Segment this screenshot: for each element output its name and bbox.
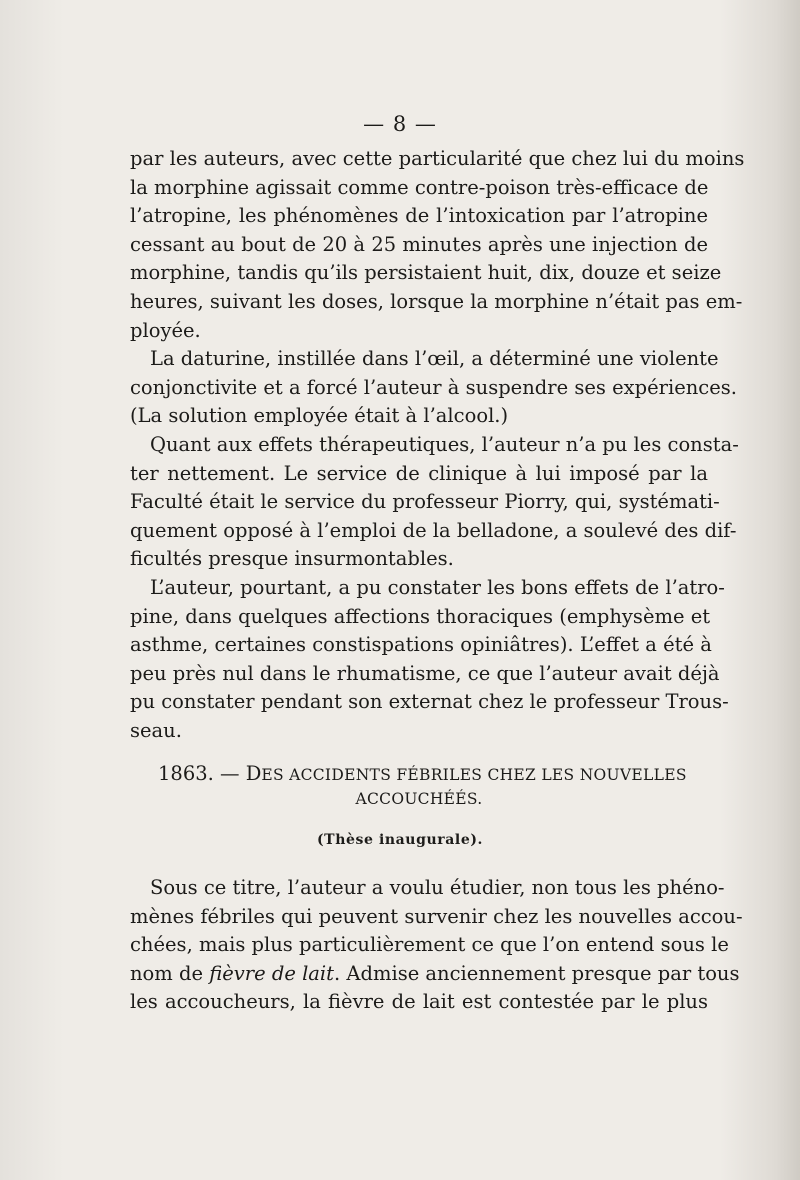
heading-line-1	[130, 762, 708, 790]
heading-year: 1863. — D	[158, 762, 262, 785]
text-line	[130, 960, 740, 989]
body-text-top	[130, 145, 745, 745]
text-line: mènes fébriles qui peuvent survenir chez les nouvelles accou-	[130, 904, 743, 928]
text-fragment: nom de	[130, 961, 210, 985]
heading-line-2: ACCOUCHÉÉS.	[355, 790, 483, 808]
text-line: peu près nul dans le rhumatisme, ce que l’auteur avait déjà	[130, 661, 720, 685]
text-line: par les auteurs, avec cette particularité que chez lui du moins	[130, 147, 745, 170]
text-line: Faculté était le service du professeur Piorry, qui, systémati-	[130, 490, 720, 514]
text-line: la morphine agissait comme contre-poison très-efficace de	[130, 175, 709, 199]
text-line: cessant au bout de 20 à 25 minutes après une injection de	[130, 232, 708, 256]
italic-term: fièvre de lait	[209, 961, 334, 985]
text-line: pine, dans quelques affections thoraciques (emphysème et	[130, 604, 711, 628]
text-line: conjonctivite et a forcé l’auteur à suspendre ses expériences.	[130, 375, 737, 399]
text-line: ter nettement. Le service de clinique à lui imposé par la	[130, 461, 708, 485]
text-line: chées, mais plus particulièrement ce que l’on entend sous le	[130, 933, 729, 957]
text-line: asthme, certaines constispations opiniâtres). L’effet a été à	[130, 633, 712, 657]
text-line: les accoucheurs, la fièvre de lait est contestée par le plus	[130, 990, 708, 1014]
text-line: morphine, tandis qu’ils persistaient huit, dix, douze et seize	[130, 261, 722, 285]
text-line: ployée.	[130, 318, 201, 342]
text-line: seau.	[130, 718, 182, 742]
section-subtitle: (Thèse inaugurale).	[316, 832, 484, 848]
heading-title: ES ACCIDENTS FÉBRILES CHEZ LES NOUVELLES	[261, 766, 687, 784]
section-heading	[130, 762, 708, 818]
text-line: (La solution employée était à l’alcool.)	[130, 404, 509, 428]
text-line: Quant aux effets thérapeutiques, l’auteur n’a pu les consta-	[150, 432, 739, 456]
page-number: — 8 —	[363, 112, 437, 136]
text-line: Sous ce titre, l’auteur a voulu étudier, non tous les phéno-	[150, 876, 725, 899]
text-line: La daturine, instillée dans l’œil, a déterminé une violente	[150, 347, 719, 371]
text-line: l’atropine, les phénomènes de l’intoxication par l’atropine	[130, 204, 708, 228]
text-line: heures, suivant les doses, lorsque la morphine n’était pas em-	[130, 289, 743, 313]
text-line: ficultés presque insurmontables.	[130, 547, 454, 571]
text-fragment: . Admise anciennement presque par tous	[334, 961, 740, 985]
text-line: pu constater pendant son externat chez le professeur Trous-	[130, 690, 729, 714]
body-text-bottom	[130, 874, 743, 1017]
text-line: quement opposé à l’emploi de la belladone, a soulevé des dif-	[130, 518, 737, 542]
text-line: L’auteur, pourtant, a pu constater les bons effets de l’atro-	[150, 575, 725, 599]
